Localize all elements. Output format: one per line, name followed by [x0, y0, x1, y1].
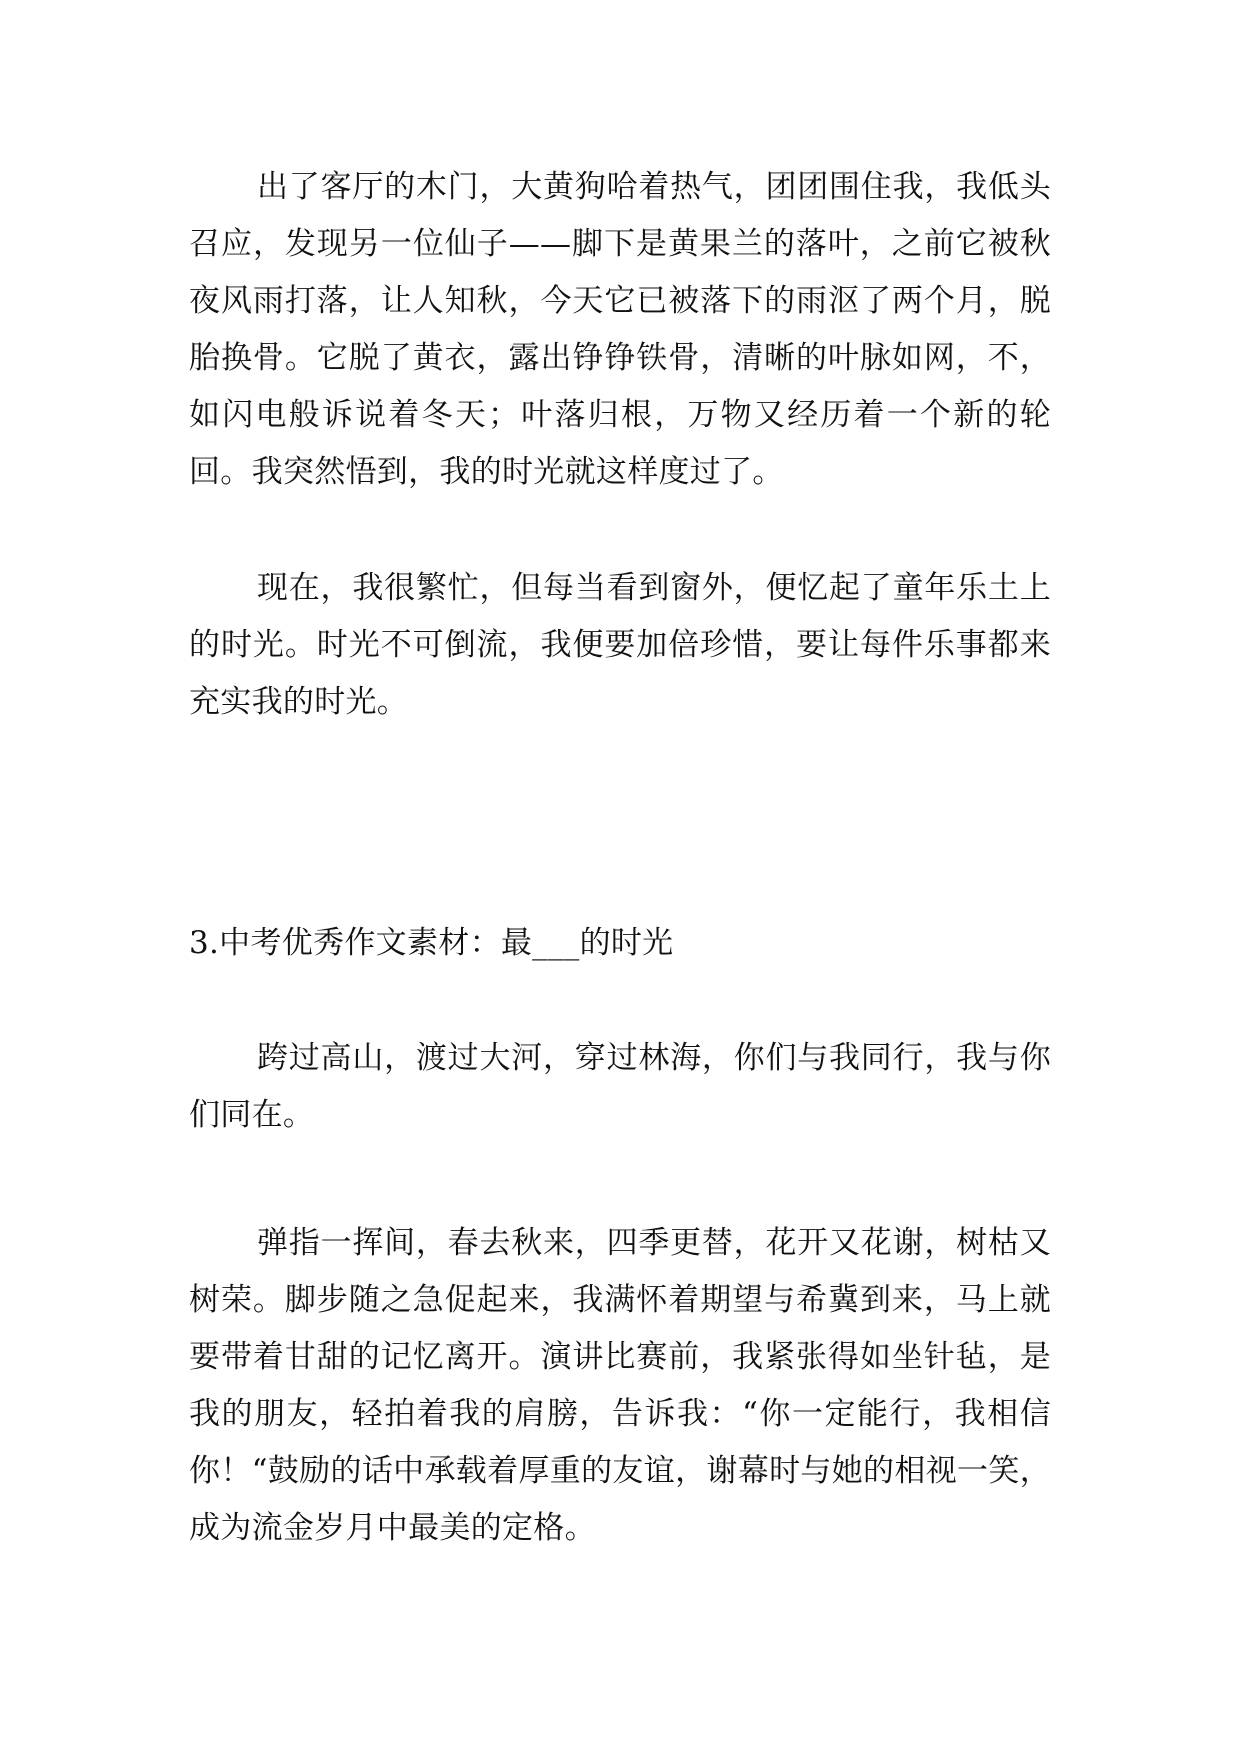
paragraph-cherish-time: 现在，我很繁忙，但每当看到窗外，便忆起了童年乐土上的时光。时光不可倒流，我便要加倍珍惜，要让每件乐事都来充实我的时光。 [189, 570, 1051, 720]
section-heading: 3.中考优秀作文素材：最___的时光 [189, 925, 674, 961]
paragraph-journey: 跨过高山，渡过大河，穿过林海，你们与我同行，我与你们同在。 [189, 1040, 1051, 1133]
paragraph-fallen-leaf: 出了客厅的木门，大黄狗哈着热气，团团围住我，我低头召应，发现另一位仙子——脚下是黄果兰的落叶，之前它被秋夜风雨打落，让人知秋，今天它已被落下的雨沤了两个月，脱胎换骨。它脱了黄衣，露出铮铮铁骨，清晰的叶脉如网，不，如闪电般诉说着冬天；叶落归根，万物又经历着一个新的轮回。我突然悟到，我的时光就这样度过了。 [189, 169, 1051, 490]
paragraph-friendship: 弹指一挥间，春去秋来，四季更替，花开又花谢，树枯又树荣。脚步随之急促起来，我满怀着期望与希冀到来，马上就要带着甘甜的记忆离开。演讲比赛前，我紧张得如坐针毡，是我的朋友，轻拍着我的肩膀，告诉我：“你一定能行，我相信你！“鼓励的话中承载着厚重的友谊，谢幕时与她的相视一笑，成为流金岁月中最美的定格。 [189, 1225, 1051, 1546]
